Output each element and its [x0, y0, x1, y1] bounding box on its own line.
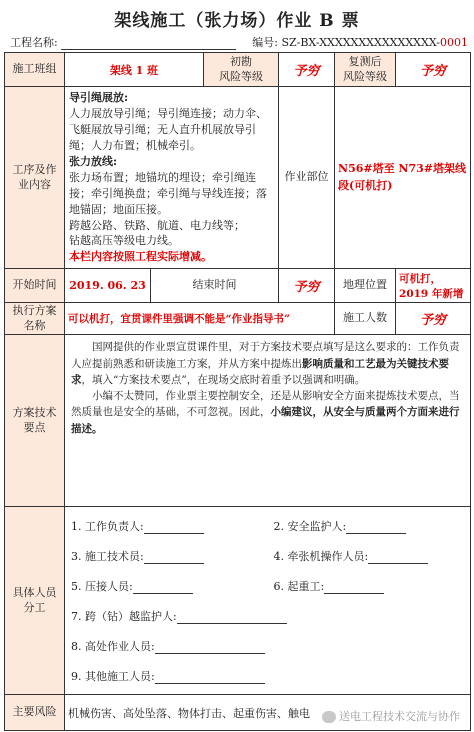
scope-note: 本栏内容按照工程实际增减。	[69, 250, 212, 264]
project-name-blank	[61, 37, 236, 50]
people-signature: 予穷	[396, 303, 471, 335]
site-label: 作业部位	[279, 87, 335, 269]
row-keypoints	[5, 335, 471, 507]
watermark-text: 送电工程技术交流与协作	[339, 710, 460, 723]
initial-risk-label: 初勘 风险等级	[204, 53, 279, 87]
staff-rigger: 6. 起重工:	[268, 578, 471, 594]
risk-tail: 触电	[288, 706, 310, 720]
staff-label: 具体人员分工	[5, 507, 65, 695]
initial-risk-signature: 予穷	[279, 53, 335, 87]
staff-crimp: 5. 压接人员:	[65, 578, 268, 594]
review-risk-label: 复测后 风险等级	[335, 53, 396, 87]
scope-heading-tension: 张力放线:	[69, 154, 118, 168]
keypoints-p1-text: 国网提供的作业票宣贯课件里，对于方案技术要点填写是这么要求的：工作负责人应提前熟悉和研读施工方案，并从方案中提炼出	[71, 341, 460, 370]
start-label: 开始时间	[5, 269, 65, 303]
location-label: 地理位置	[335, 269, 396, 303]
scope-label: 工序及作业内容	[5, 87, 65, 269]
plan-label: 执行方案 名称	[5, 303, 65, 335]
wechat-icon	[322, 711, 336, 723]
staff-height: 8. 高处作业人员:	[65, 638, 470, 654]
ticket-code	[252, 34, 468, 50]
staff-tech: 3. 施工技术员:	[65, 548, 268, 564]
row-scope	[5, 87, 471, 269]
staff-safety: 2. 安全监护人:	[268, 518, 471, 534]
staff-machine: 4. 牵张机操作人员:	[268, 548, 471, 564]
site-value: N56#塔至 N73#塔架线段(可机打)	[335, 87, 471, 269]
keypoints-paragraph-2	[71, 388, 464, 437]
ticket-code-prefix: 编号: SZ-BX-XXXXXXXXXXXXXXX-	[252, 36, 440, 49]
risk-label: 主要风险	[5, 695, 65, 731]
team-value: 架线 1 班	[65, 53, 204, 87]
keypoints-p1-tail: ，填入“方案技术要点”，在现场交底时着重予以强调和明确。	[81, 373, 366, 386]
document-title: 架线施工（张力场）作业 B 票	[114, 11, 360, 31]
scope-text-crossing: 跨越公路、铁路、航道、电力线等；	[69, 218, 245, 232]
staff-content	[65, 507, 471, 695]
scope-heading-guide-rope: 导引绳展放:	[69, 91, 129, 104]
scope-content	[65, 87, 279, 269]
keypoints-paragraph-1	[71, 339, 464, 388]
row-staff	[5, 507, 471, 695]
risk-text: 机械伤害、高处坠落、物体打击、起重伤害、	[68, 706, 288, 720]
end-label: 结束时间	[151, 269, 279, 303]
row-team	[5, 53, 471, 87]
location-value: 可机打，2019 年新增	[396, 269, 471, 303]
watermark	[322, 708, 460, 724]
scope-text-drilling: 钻越高压等级电力线。	[69, 234, 179, 248]
team-label: 施工班组	[5, 53, 65, 87]
ticket-table	[4, 52, 471, 731]
row-time	[5, 269, 471, 303]
keypoints-p2-text: 小编不太赞同，作业票主要控制安全，还是从影响安全方面来提炼技术要点，当然质量也是安全的基础，不可忽视。因此，	[71, 390, 460, 419]
scope-text-guide-rope: 人力展放导引绳；导引绳连接；动力伞、飞艇展放导引绳；无人直升机展放导引绳；人力布置；机械牵引。	[69, 106, 267, 152]
scope-text-tension: 张力场布置；地锚坑的埋设；牵引绳连接；牵引绳换盘；牵引绳与导线连接；落地锚固；地面压接。	[69, 170, 267, 216]
project-name-label: 工程名称:	[10, 36, 58, 49]
staff-crossing: 7. 跨（钻）越监护人:	[65, 608, 470, 624]
keypoints-content	[65, 335, 471, 507]
plan-value: 可以机打，宜贯课件里强调不能是“作业指导书”	[65, 303, 335, 335]
people-label: 施工人数	[335, 303, 396, 335]
keypoints-p2-bold: 小编建议，从安全与质量两个方面来进行描述。	[71, 406, 460, 435]
review-risk-signature: 予穷	[396, 53, 471, 87]
staff-other: 9. 其他施工人员:	[65, 668, 470, 684]
keypoints-p1-bold: 影响质量和工艺最为关键技术要求	[71, 357, 449, 386]
row-plan	[5, 303, 471, 335]
project-name-field	[10, 34, 236, 50]
staff-leader: 1. 工作负责人:	[65, 518, 268, 534]
ticket-code-number: 0001	[440, 36, 468, 49]
end-signature: 予穷	[279, 269, 335, 303]
keypoints-label: 方案技术要点	[5, 335, 65, 507]
start-value: 2019. 06. 23	[65, 269, 151, 303]
